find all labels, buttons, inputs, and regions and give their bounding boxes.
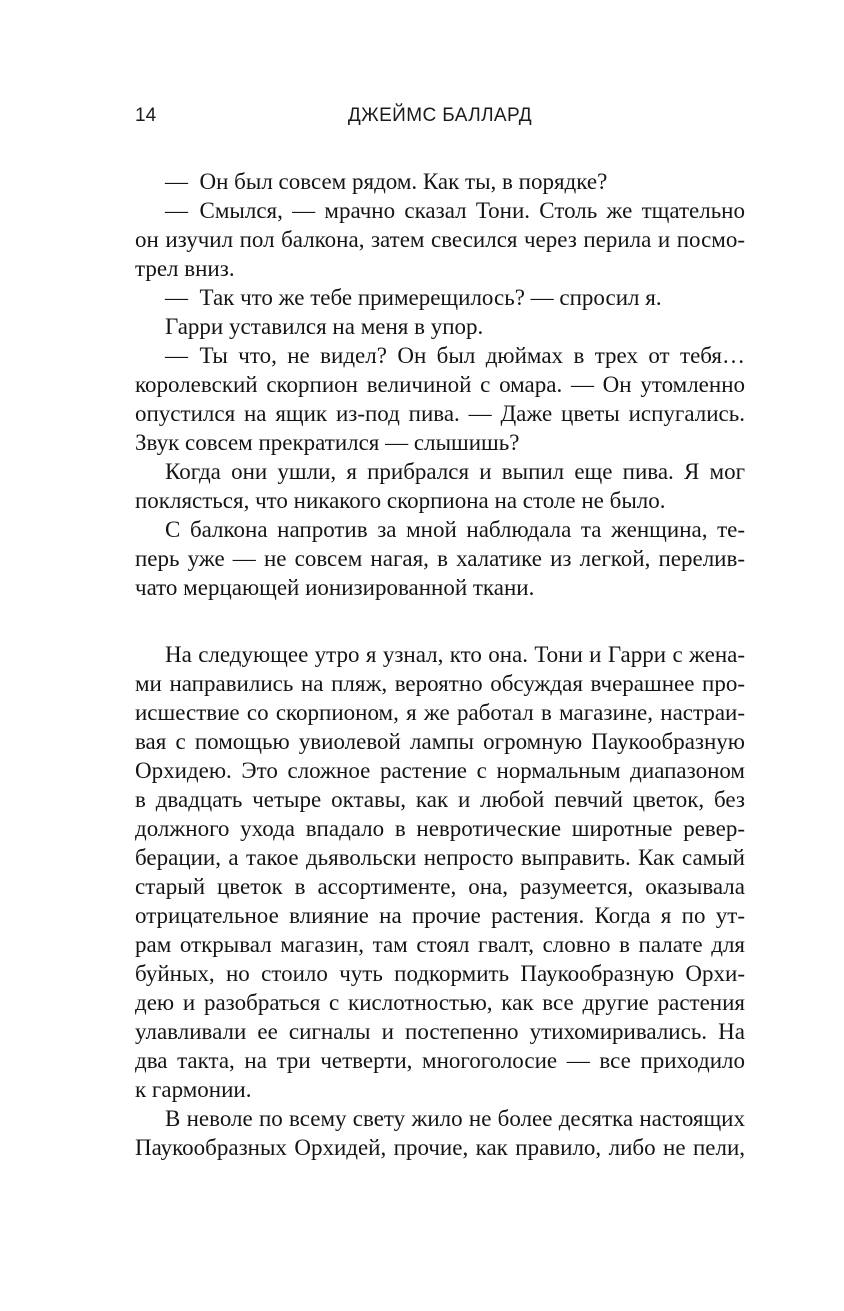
paragraph bbox=[135, 196, 745, 283]
text-line: берации, а такое дьявольски непросто выправить. Как самый bbox=[135, 845, 745, 870]
text-line: вая с помощью увиолевой лампы огромную Паукообразную bbox=[135, 729, 745, 754]
text-line: трел вниз. bbox=[135, 256, 235, 281]
paragraph bbox=[135, 457, 745, 515]
text-line: чато мерцающей ионизированной ткани. bbox=[135, 575, 535, 600]
paragraph bbox=[135, 1104, 745, 1162]
paragraph bbox=[135, 283, 745, 312]
text-line: старый цветок в ассортименте, она, разумеется, оказывала bbox=[135, 874, 745, 899]
text-line: королевский скорпион величиной с омара. — Он утомленно bbox=[135, 372, 745, 397]
text-line: исшествие со скорпионом, я же работал в магазине, настраи- bbox=[135, 700, 745, 725]
text-line: С балкона напротив за мной наблюдала та женщина, те- bbox=[165, 517, 745, 542]
text-line: Орхидею. Это сложное растение с нормальным диапазоном bbox=[135, 758, 745, 783]
running-title: ДЖЕЙМС БАЛЛАРД bbox=[347, 105, 533, 126]
text-line: — Смылся, — мрачно сказал Тони. Столь же тщательно bbox=[165, 198, 745, 223]
text-line: дею и разобраться с кислотностью, как все другие растения bbox=[135, 990, 745, 1015]
text-line: — Он был совсем рядом. Как ты, в порядке? bbox=[165, 169, 608, 194]
page-number: 14 bbox=[135, 105, 157, 126]
text-line: В неволе по всему свету жило не более десятка настоящих bbox=[165, 1106, 745, 1131]
text-line: — Ты что, не видел? Он был дюймах в трех от тебя… bbox=[165, 343, 745, 368]
text-line: два такта, на три четверти, многоголосие — все приходило bbox=[135, 1048, 745, 1073]
paragraph bbox=[135, 640, 745, 1104]
text-line: перь уже — не совсем нагая, в халатике из легкой, перелив- bbox=[135, 546, 745, 571]
paragraph bbox=[135, 515, 745, 602]
text-line: На следующее утро я узнал, кто она. Тони и Гарри с жена- bbox=[165, 642, 745, 667]
paragraph bbox=[135, 341, 745, 457]
text-block bbox=[135, 167, 745, 1162]
text-line: — Так что же тебе примерещилось? — спросил я. bbox=[165, 285, 662, 310]
text-line: Когда они ушли, я прибрался и выпил еще пива. Я мог bbox=[165, 459, 745, 484]
text-line: ми направились на пляж, вероятно обсуждая вчерашнее про- bbox=[135, 671, 745, 696]
text-line: Гарри уставился на меня в упор. bbox=[165, 314, 484, 339]
text-line: поклясться, что никакого скорпиона на столе не было. bbox=[135, 488, 666, 513]
text-line: должного ухода впадало в невротические широтные ревер- bbox=[135, 816, 745, 841]
paragraph bbox=[135, 312, 745, 341]
text-line: Звук совсем прекратился — слышишь? bbox=[135, 430, 520, 455]
text-line: к гармонии. bbox=[135, 1077, 252, 1102]
text-line: отрицательное влияние на прочие растения. Когда я по ут- bbox=[135, 903, 745, 928]
text-line: буйных, но стоило чуть подкормить Паукообразную Орхи- bbox=[135, 961, 745, 986]
text-line: улавливали ее сигналы и постепенно утихомиривались. На bbox=[135, 1019, 745, 1044]
paragraph bbox=[135, 167, 745, 196]
page-header bbox=[135, 104, 745, 128]
text-line: в двадцать четыре октавы, как и любой певчий цветок, без bbox=[135, 787, 745, 812]
text-line: Паукообразных Орхидей, прочие, как правило, либо не пели, bbox=[135, 1135, 745, 1160]
text-line: он изучил пол балкона, затем свесился через перила и посмо- bbox=[135, 227, 745, 252]
text-line: опустился на ящик из-под пива. — Даже цветы испугались. bbox=[135, 401, 745, 426]
text-line: рам открывал магазин, там стоял гвалт, словно в палате для bbox=[135, 932, 745, 957]
